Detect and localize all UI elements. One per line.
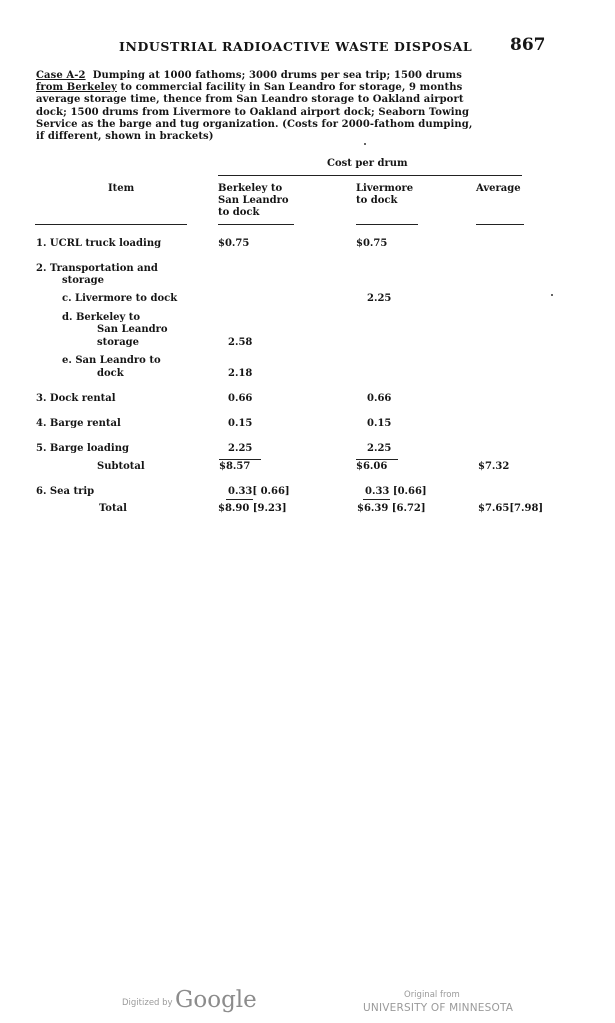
row-label-cont: storage bbox=[62, 275, 105, 286]
subtotal-average: $7.32 bbox=[478, 461, 510, 472]
col-header-item: Item bbox=[108, 183, 135, 194]
total-livermore: $6.39 [6.72] bbox=[357, 503, 426, 514]
cell-livermore: 2.25 bbox=[367, 443, 392, 454]
total-label: Total bbox=[99, 503, 127, 514]
digitized-by-label: Digitized by bbox=[122, 998, 173, 1008]
row-label: 2. Transportation and bbox=[36, 263, 158, 274]
case-line-6: if different, shown in brackets) bbox=[36, 131, 214, 143]
col-header-berkeley-3: to dock bbox=[218, 207, 260, 218]
case-line-4: dock; 1500 drums from Livermore to Oakland airport dock; Seaborn Towing bbox=[36, 106, 470, 118]
cell-berkeley: 2.58 bbox=[228, 337, 253, 348]
row-label: 6. Sea trip bbox=[36, 486, 95, 497]
total-rule-livermore bbox=[363, 499, 390, 500]
google-logo: Google bbox=[175, 987, 257, 1013]
institution-label: UNIVERSITY OF MINNESOTA bbox=[363, 1002, 514, 1014]
row-label: 1. UCRL truck loading bbox=[36, 238, 162, 249]
header-rule-livermore bbox=[356, 224, 418, 225]
subtotal-label: Subtotal bbox=[97, 461, 145, 472]
col-header-berkeley-2: San Leandro bbox=[218, 195, 289, 206]
col-header-livermore-1: Livermore bbox=[356, 183, 414, 194]
cell-livermore: 2.25 bbox=[367, 293, 392, 304]
cell-livermore: 0.66 bbox=[367, 393, 392, 404]
group-header-rule bbox=[218, 175, 522, 176]
header-rule-item bbox=[35, 224, 187, 225]
cell-berkeley: 0.15 bbox=[228, 418, 253, 429]
cell-livermore: $0.75 bbox=[356, 238, 388, 249]
row-label: 5. Barge loading bbox=[36, 443, 129, 454]
case-line-3: average storage time, thence from San Leandro storage to Oakland airport bbox=[36, 94, 464, 106]
header-rule-average bbox=[476, 224, 524, 225]
case-description bbox=[36, 70, 516, 143]
total-berkeley: $8.90 [9.23] bbox=[218, 503, 287, 514]
case-line-1-text: Dumping at 1000 fathoms; 3000 drums per sea trip; 1500 drums bbox=[92, 70, 462, 81]
row-label: 4. Barge rental bbox=[36, 418, 121, 429]
row-label: e. San Leandro to bbox=[62, 355, 161, 366]
col-header-livermore-2: to dock bbox=[356, 195, 398, 206]
page-number: 867 bbox=[510, 35, 546, 55]
total-rule-berkeley bbox=[226, 499, 253, 500]
row-label-cont: storage bbox=[97, 337, 140, 348]
case-line-2-rest: to commercial facility in San Leandro for storage, 9 months bbox=[116, 82, 463, 94]
cell-berkeley: $0.75 bbox=[218, 238, 250, 249]
total-average: $7.65[7.98] bbox=[478, 503, 544, 514]
group-header: Cost per drum bbox=[327, 158, 408, 169]
cell-berkeley: 0.33[ 0.66] bbox=[228, 486, 290, 497]
col-header-average: Average bbox=[476, 183, 521, 194]
original-from-label: Original from bbox=[404, 990, 460, 1000]
cell-berkeley: 2.25 bbox=[228, 443, 253, 454]
running-title: INDUSTRIAL RADIOACTIVE WASTE DISPOSAL bbox=[119, 39, 473, 54]
row-label-cont: San Leandro bbox=[97, 324, 168, 335]
speck bbox=[551, 294, 553, 296]
case-line-2-underlined: from Berkeley bbox=[36, 82, 117, 94]
subtotal-berkeley: $8.57 bbox=[219, 461, 251, 472]
case-label: Case A-2 bbox=[36, 70, 86, 81]
row-label: 3. Dock rental bbox=[36, 393, 116, 404]
case-line-2 bbox=[36, 82, 516, 94]
cell-livermore: 0.15 bbox=[367, 418, 392, 429]
cell-berkeley: 2.18 bbox=[228, 368, 253, 379]
cell-livermore: 0.33 [0.66] bbox=[365, 486, 427, 497]
subtotal-livermore: $6.06 bbox=[356, 461, 388, 472]
case-line-5: Service as the barge and tug organization. (Costs for 2000-fathom dumping, bbox=[36, 118, 473, 130]
row-label-cont: dock bbox=[97, 368, 124, 379]
col-header-berkeley-1: Berkeley to bbox=[218, 183, 283, 194]
header-rule-berkeley bbox=[218, 224, 294, 225]
cell-berkeley: 0.66 bbox=[228, 393, 253, 404]
speck bbox=[364, 143, 366, 145]
row-label: c. Livermore to dock bbox=[62, 293, 178, 304]
row-label: d. Berkeley to bbox=[62, 312, 141, 323]
case-line-1 bbox=[36, 70, 516, 82]
